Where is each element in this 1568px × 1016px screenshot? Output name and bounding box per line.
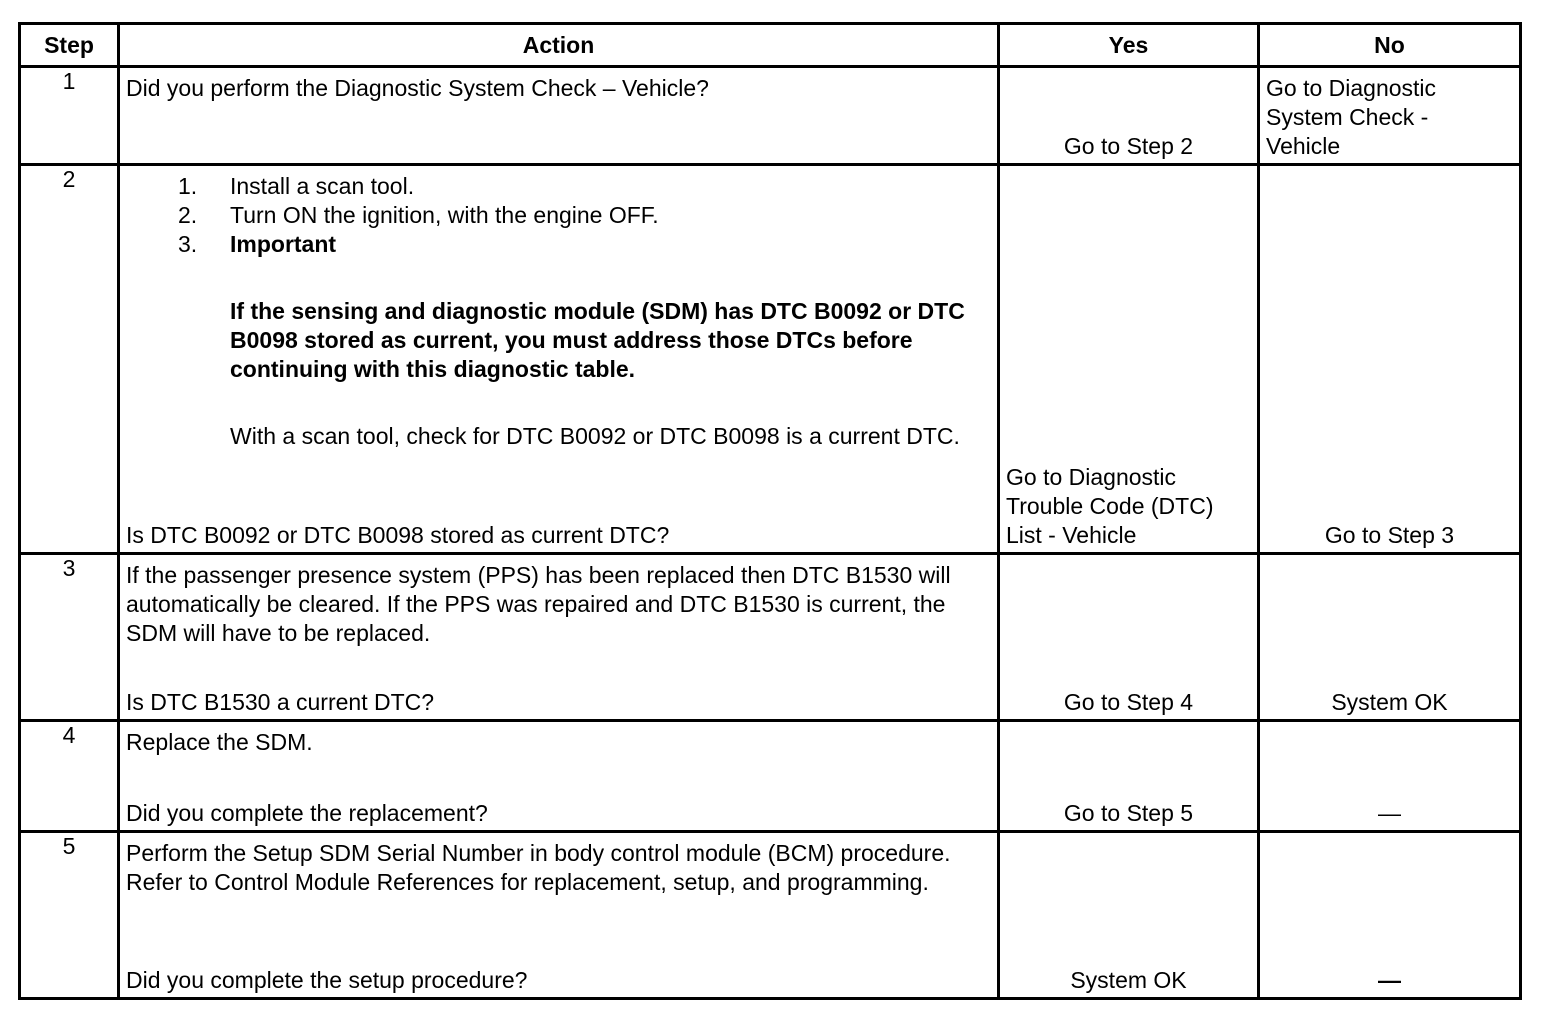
no-outcome-line: System Check - [1266,104,1429,130]
action-text: Perform the Setup SDM Serial Number in body control module (BCM) procedure. Refer to Control Module References for replacement, setup, and programming. [126,840,951,895]
header-no: No [1259,24,1521,67]
header-action: Action [119,24,999,67]
no-outcome-link[interactable] [1266,74,1513,161]
no-cell [1259,165,1521,554]
no-outcome-link[interactable]: Go to Step 3 [1324,522,1455,548]
list-text: Turn ON the ignition, with the engine OFF. [230,202,659,228]
table-row [20,67,1521,165]
diagnostic-table [18,22,1522,1000]
no-cell [1259,554,1521,721]
important-label: Important [230,231,337,257]
yes-outcome-link[interactable]: Go to Step 5 [1063,800,1194,826]
action-question: Is DTC B0092 or DTC B0098 stored as current DTC? [126,522,670,548]
table-header-row [20,24,1521,67]
step-number: 1 [20,67,119,165]
no-outcome-dash: — [1378,967,1401,993]
table-row [20,832,1521,999]
action-question: Did you complete the setup procedure? [126,967,528,993]
step-number: 5 [20,832,119,999]
step-number: 3 [20,554,119,721]
action-cell [119,554,999,721]
yes-outcome-link[interactable]: Go to Step 2 [1063,133,1194,159]
table-row [20,721,1521,832]
list-item [178,201,987,230]
yes-outcome-line: Trouble Code (DTC) [1006,493,1214,519]
no-cell [1259,721,1521,832]
action-question: Did you complete the replacement? [126,800,488,826]
action-cell [119,165,999,554]
header-step: Step [20,24,119,67]
yes-outcome-line: List - Vehicle [1006,522,1137,548]
step-number: 4 [20,721,119,832]
no-cell [1259,67,1521,165]
yes-outcome-text: System OK [1070,967,1187,993]
list-item [178,172,987,201]
no-outcome-dash: — [1378,800,1401,826]
list-number: 2. [178,202,198,228]
action-cell [119,67,999,165]
no-outcome-line: Vehicle [1266,133,1341,159]
no-outcome-text: System OK [1331,689,1448,715]
action-question: Is DTC B1530 a current DTC? [126,689,435,715]
no-cell [1259,832,1521,999]
yes-cell [999,832,1259,999]
table-row [20,165,1521,554]
step-number: 2 [20,165,119,554]
yes-outcome-link[interactable] [1006,463,1251,550]
yes-cell [999,554,1259,721]
action-text: Replace the SDM. [126,729,313,755]
yes-cell [999,67,1259,165]
header-yes: Yes [999,24,1259,67]
list-item [178,230,987,259]
list-number: 1. [178,173,198,199]
yes-outcome-link[interactable]: Go to Step 4 [1063,689,1194,715]
action-body [126,172,987,451]
action-text: If the passenger presence system (PPS) has been replaced then DTC B1530 will automatically be cleared. If the PPS was repaired and DTC B1530 is current, the SDM will have to be replaced. [126,562,951,646]
no-outcome-line: Go to Diagnostic [1266,75,1437,101]
action-question: Did you perform the Diagnostic System Check – Vehicle? [126,75,709,101]
table-row [20,554,1521,721]
list-number: 3. [178,231,198,257]
action-step-list [126,172,987,259]
yes-cell [999,165,1259,554]
yes-cell [999,721,1259,832]
list-text: Install a scan tool. [230,173,415,199]
instruction-text: With a scan tool, check for DTC B0092 or DTC B0098 is a current DTC. [230,423,960,449]
action-cell [119,721,999,832]
action-cell [119,832,999,999]
yes-outcome-line: Go to Diagnostic [1006,464,1177,490]
important-note: If the sensing and diagnostic module (SDM) has DTC B0092 or DTC B0098 stored as current, you must address those DTCs before continuing with this diagnostic table. [230,298,965,382]
